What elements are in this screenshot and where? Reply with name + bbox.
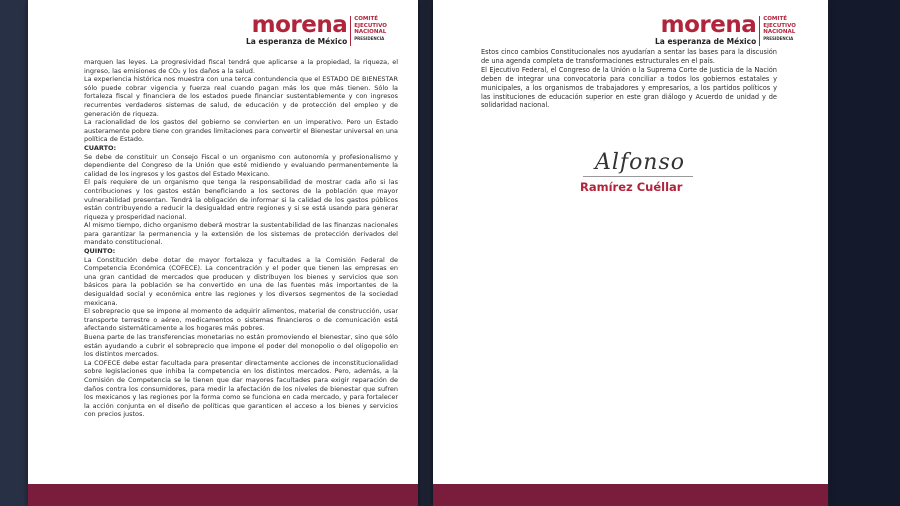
logo-committee-line: EJECUTIVO bbox=[763, 22, 796, 29]
morena-logo bbox=[246, 14, 387, 46]
right-page-text bbox=[481, 48, 777, 110]
bottom-band bbox=[433, 484, 828, 506]
paragraph: La Constitución debe dotar de mayor fortaleza y facultades a la Comisión Federal de Competencia Económica (COFECE). La concentración y el poder que tienen las empresas en una gran cantidad de mercados que producen y distribuyen los bienes y servicios que son básicos para la población se ha convertido en una de las fuentes más importantes de la desigualdad social y económica entre las regiones y los diversos segmentos de la sociedad mexicana. bbox=[84, 255, 398, 307]
logo-committee-line: COMITÉ bbox=[354, 16, 378, 22]
paragraph: La COFECE debe estar facultada para presentar directamente acciones de inconstitucionalidad sobre legislaciones que inhiba la competencia en los distintos mercados. Pero, además, a la Comisión de Competencia se le tienen que dar mayores facultades para exigir reparación de daños contra los consumidores, para medir la afectación de los niveles de bienestar que sufren los mexicanos y las regiones por la forma como se funciona en cada mercado, y para fortalecer la acción conjunta en el diseño de políticas que garanticen el acceso a los bienes y servicios con precios justos. bbox=[84, 358, 398, 419]
document-page-right bbox=[433, 0, 828, 506]
paragraph: marquen las leyes. La progresividad fiscal tendrá que aplicarse a la propiedad, la riqueza, el ingreso, las emisiones de CO₂ y los daños a la salud. bbox=[84, 58, 398, 75]
logo-committee-line: NACIONAL bbox=[763, 29, 796, 35]
handwritten-signature: Alfonso bbox=[595, 150, 686, 175]
logo-tagline: La esperanza de México bbox=[655, 37, 757, 46]
logo-tagline: La esperanza de México bbox=[246, 37, 348, 46]
background-left bbox=[0, 0, 28, 506]
logo-committee-sub: PRESIDENCIA bbox=[763, 35, 794, 41]
left-page-text bbox=[84, 58, 398, 419]
morena-logo bbox=[655, 14, 796, 46]
paragraph: La experiencia histórica nos muestra con una terca contundencia que el ESTADO DE BIENESTAR sólo puede cobrar vigencia y fuerza real cuando pagan más los que más tienen. Sólo la fortaleza fiscal y financiera de los estados puede financiar sustentablemente y con ingresos recurrentes verdaderos sistemas de salud, de educación y de protección del empleo y de generación de riqueza. bbox=[84, 75, 398, 118]
signer-name: Ramírez Cuéllar bbox=[580, 180, 683, 194]
logo-committee bbox=[763, 16, 796, 42]
paragraph: Buena parte de las transferencias monetarias no están promoviendo el bienestar, sino que sólo están ayudando a cubrir el sobreprecio que impone el poder del monopolio o del oligopolio en los distintos mercados. bbox=[84, 333, 398, 359]
section-heading: CUARTO: bbox=[84, 143, 117, 152]
background-right bbox=[830, 0, 900, 506]
paragraph: El país requiere de un organismo que tenga la responsabilidad de mostrar cada año si las contribuciones y los gastos están beneficiando a los sectores de la población que mayor vulnerabilidad presentan. Tendrá la obligación de informar si la calidad de los gastos públicos están contribuyendo a reducir la desigualdad entre regiones y si se está usando para generar riqueza y prosperidad nacional. bbox=[84, 178, 398, 221]
paragraph: Estos cinco cambios Constitucionales nos ayudarían a sentar las bases para la discusión de una agenda completa de transformaciones estructurales en el país. bbox=[481, 48, 777, 65]
paragraph: El sobreprecio que se impone al momento de adquirir alimentos, material de construcción, usar transporte terrestre o aéreo, medicamentos o sistemas financieros o de comunicación está afectando sistemáticamente a los hogares más pobres. bbox=[84, 307, 398, 333]
paragraph: La racionalidad de los gastos del gobierno se convierten en un imperativo. Pero un Estado austeramente pobre tiene con grandes limitaciones para convertir el Bienestar universal en una política de Estado. bbox=[84, 118, 398, 144]
logo-separator bbox=[759, 16, 760, 46]
logo-committee-line: EJECUTIVO bbox=[354, 22, 387, 29]
paragraph: El Ejecutivo Federal, el Congreso de la Unión o la Suprema Corte de Justicia de la Nación deben de integrar una convocatoria para conciliar a todos los gobiernos estatales y municipales, a los organismos de trabajadores y empresarios, a los partidos políticos y las instituciones de educación superior en este gran diálogo y Acuerdo de unidad y de solidaridad nacional. bbox=[481, 65, 777, 110]
section-heading: QUINTO: bbox=[84, 247, 116, 256]
logo-committee-sub: PRESIDENCIA bbox=[354, 35, 385, 41]
logo-committee-line: COMITÉ bbox=[763, 16, 787, 22]
logo-committee-line: NACIONAL bbox=[354, 29, 387, 35]
paragraph: Al mismo tiempo, dicho organismo deberá mostrar la sustentabilidad de las finanzas nacionales para garantizar la permanencia y la extensión de los sistemas de protección derivados del mandato constitucional. bbox=[84, 221, 398, 247]
bottom-band bbox=[28, 484, 418, 506]
signature-line bbox=[583, 176, 693, 177]
logo-word: morena bbox=[660, 12, 757, 38]
logo-separator bbox=[350, 16, 351, 46]
paragraph: Se debe de constituir un Consejo Fiscal o un organismo con autonomía y profesionalismo y dependiente del Congreso de la Unión que esté midiendo y evaluando permanentemente la calidad de los ingresos y los gastos del Estado Mexicano. bbox=[84, 152, 398, 178]
document-page-left bbox=[28, 0, 418, 506]
logo-word: morena bbox=[251, 12, 348, 38]
logo-committee bbox=[354, 16, 387, 42]
